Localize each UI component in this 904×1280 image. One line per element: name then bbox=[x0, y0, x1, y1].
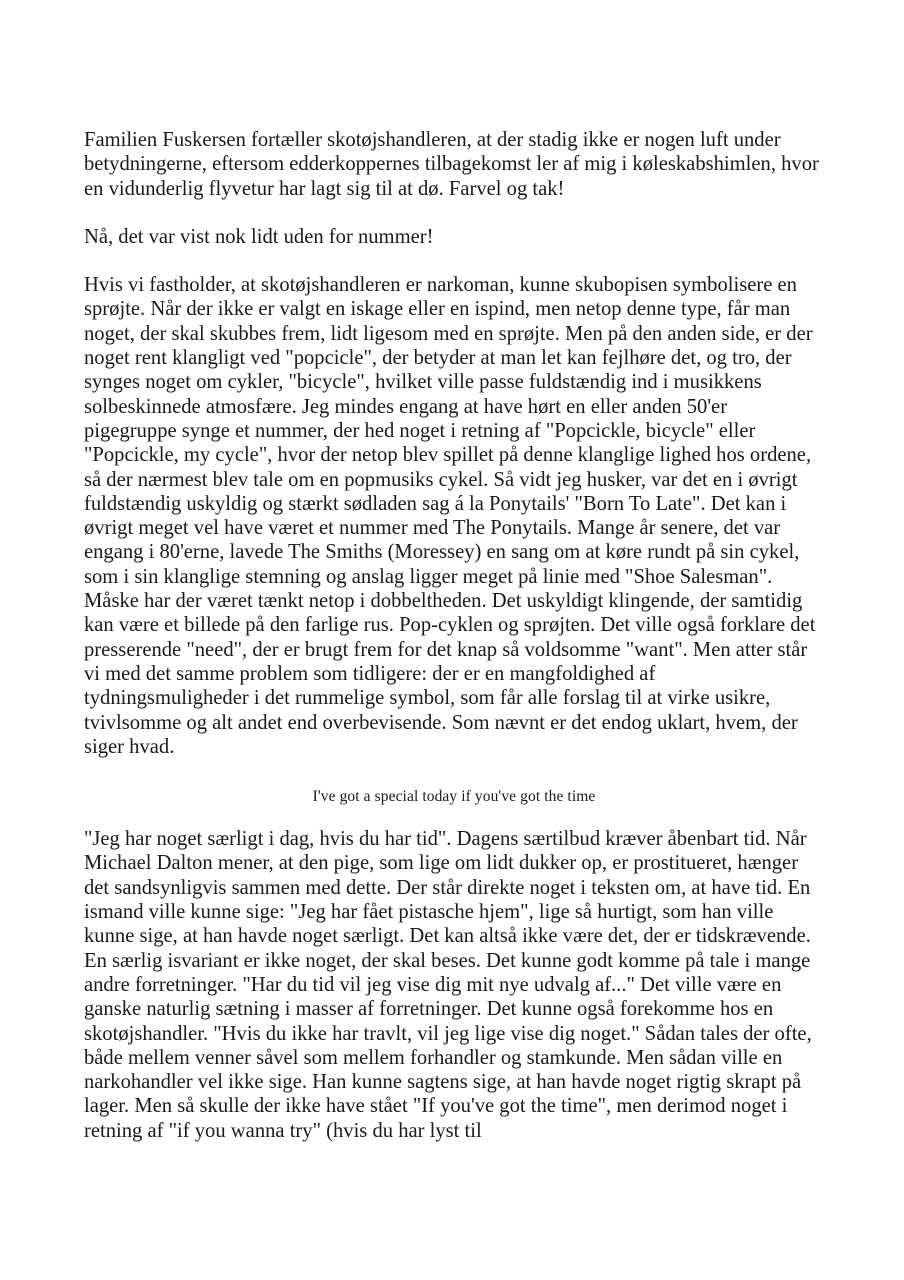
document-page bbox=[84, 128, 824, 1143]
paragraph-special-today: "Jeg har noget særligt i dag, hvis du har tid". Dagens særtilbud kræver åbenbart tid. Når Michael Dalton mener, at den pige, som lige om lidt dukker op, er prostitueret, hænger det sandsynligvis sammen med dette. Der står direkte noget i teksten om, at have tid. En ismand ville kunne sige: "Jeg har fået pistasche hjem", lige så hurtigt, som han ville kunne sige, at han havde noget særligt. Det kan altså ikke være det, der er tidskrævende. En særlig isvariant er ikke noget, der skal beses. Det kunne godt komme på tale i mange andre forretninger. "Har du tid vil jeg vise dig mit nye udvalg af..." Det ville være en ganske naturlig sætning i masser af forretninger. Det kunne også forekomme hos en skotøjshandler. "Hvis du ikke har travlt, vil jeg lige vise dig noget." Sådan tales der ofte, både mellem venner såvel som mellem forhandler og stamkunde. Men sådan ville en narkohandler vel ikke sige. Han kunne sagtens sige, at han havde noget rigtig skrapt på lager. Men så skulle der ikke have stået "If you've got the time", men derimod noget i retning af "if you wanna try" (hvis du har lyst til bbox=[84, 828, 812, 1142]
paragraph-skubopis-analysis: Hvis vi fastholder, at skotøjshandleren er narkoman, kunne skubopisen symbolisere en sprøjte. Når der ikke er valgt en iskage eller en ispind, men netop denne type, får man noget, der skal skubbes frem, lidt ligesom med en sprøjte. Men på den anden side, er der noget rent klangligt ved "popcicle", der betyder at man let kan fejlhøre det, og tro, der synges noget om cykler, "bicycle", hvilket ville passe fuldstændig ind i musikkens solbeskinnede atmosfære. Jeg mindes engang at have hørt en eller anden 50'er pigegruppe synge et nummer, der hed noget i retning af "Popcickle, bicycle" eller "Popcickle, my cycle", hvor der netop blev spillet på denne klanglige lighed hos ordene, så der nærmest blev tale om en popmusiks cykel. Så vidt jeg husker, var det en i øvrigt fuldstændig uskyldig og stærkt sødladen sag á la Ponytails' "Born To Late". Det kan i øvrigt meget vel have været et nummer med The Ponytails. Mange år senere, det var engang i 80'erne, lavede The Smiths (Moressey) en sang om at køre rundt på sin cykel, som i sin klanglige stemning og anslag ligger meget på linie med "Shoe Salesman". Måske har der været tænkt netop i dobbeltheden. Det uskyldigt klingende, der samtidig kan være et billede på den farlige rus. Pop-cyklen og sprøjten. Det ville også forklare det presserende "need", der er brugt frem for det knap så voldsomme "want". Men atter står vi med det samme problem som tidligere: der er en mangfoldighed af tydningsmuligheder i det rummelige symbol, som får alle forslag til at virke usikre, tvivlsomme og alt andet end overbevisende. Som nævnt er det endog uklart, hvem, der siger hvad. bbox=[84, 274, 816, 758]
quote-heading: I've got a special today if you've got the time bbox=[312, 788, 596, 806]
paragraph-fuskersen: Familien Fuskersen fortæller skotøjshandleren, at der stadig ikke er nogen luft under betydningerne, eftersom edderkoppernes tilbagekomst ler af mig i køleskabshimlen, hvor en vidunderlig flyvetur har lagt sig til at dø. Farvel og tak! bbox=[84, 129, 819, 200]
paragraph-uden-for-nummer: Nå, det var vist nok lidt uden for nummer! bbox=[84, 225, 434, 248]
